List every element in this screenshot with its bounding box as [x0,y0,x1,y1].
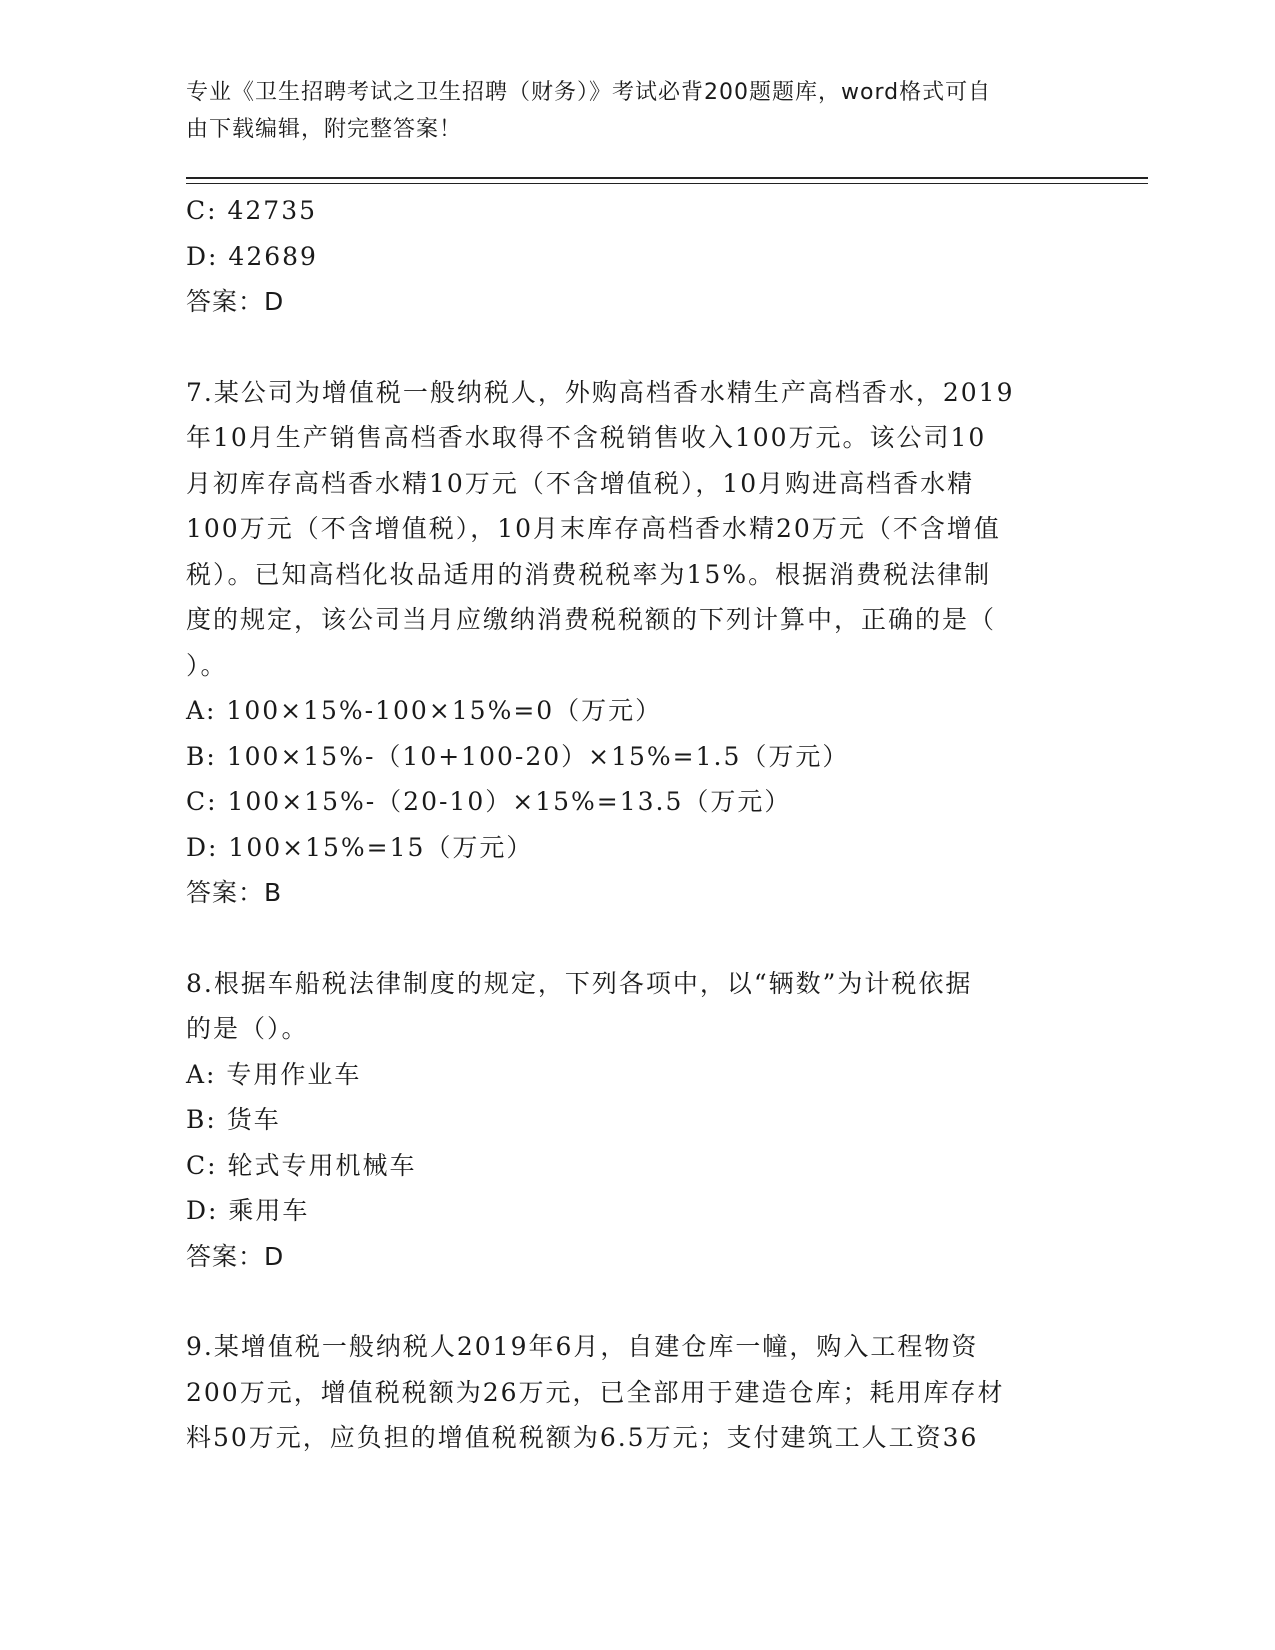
option-c: C: 100×15%-（20-10）×15%=13.5（万元） [186,787,792,816]
header-rule-thick [186,177,1148,179]
option-a: A: 专用作业车 [186,1059,362,1089]
question-text-line: 度的规定，该公司当月应缴纳消费税税额的下列计算中，正确的是（ [186,605,997,634]
question-text-line: 200万元，增值税税额为26万元，已全部用于建造仓库；耗用库存材 [186,1377,1005,1407]
spacer [186,325,1086,370]
option-b: B: 100×15%-（10+100-20）×15%=1.5（万元） [186,741,850,771]
question-text-line: 8.根据车船税法律制度的规定，下列各项中，以“辆数”为计税依据 [186,968,973,998]
question-text-line: 税）。已知高档化妆品适用的消费税税率为15%。根据消费税法律制 [186,559,992,589]
header-line-2: 由下载编辑，附完整答案！ [186,117,463,142]
option-c: C: 轮式专用机械车 [186,1150,417,1180]
question-content [186,188,1086,1461]
header-rule-thin [186,183,1148,184]
question-9 [186,1324,1086,1461]
question-text-line: 7.某公司为增值税一般纳税人，外购高档香水精生产高档香水，2019 [186,377,1015,407]
option-a: A: 100×15%-100×15%=0（万元） [186,696,663,725]
question-text-line: ）。 [186,650,228,680]
option-c: C: 42735 [186,196,318,225]
option-b: B: 货车 [186,1105,281,1134]
question-text-line: 的是（）。 [186,1014,309,1043]
header-line-1: 专业《卫生招聘考试之卫生招聘（财务）》考试必背200题题库，word格式可自 [186,80,992,105]
question-text-line: 料50万元，应负担的增值税税额为6.5万元；支付建筑工人工资36 [186,1423,979,1452]
question-text-line: 100万元（不含增值税），10月末库存高档香水精20万元（不含增值 [186,514,1001,543]
question-8 [186,961,1086,1280]
answer-line: 答案：B [186,878,283,907]
answer-line: 答案：D [186,287,285,316]
answer-line: 答案：D [186,1241,285,1271]
spacer [186,916,1086,961]
question-7 [186,370,1086,916]
document-header [186,74,1056,148]
question-text-line: 9.某增值税一般纳税人2019年6月，自建仓库一幢，购入工程物资 [186,1332,979,1361]
question-text-line: 月初库存高档香水精10万元（不含增值税），10月购进高档香水精 [186,468,975,498]
option-d: D: 乘用车 [186,1196,310,1225]
option-d: D: 100×15%=15（万元） [186,832,534,862]
option-d: D: 42689 [186,241,318,271]
question-text-line: 年10月生产销售高档香水取得不含税销售收入100万元。该公司10 [186,423,987,452]
spacer [186,1279,1086,1324]
